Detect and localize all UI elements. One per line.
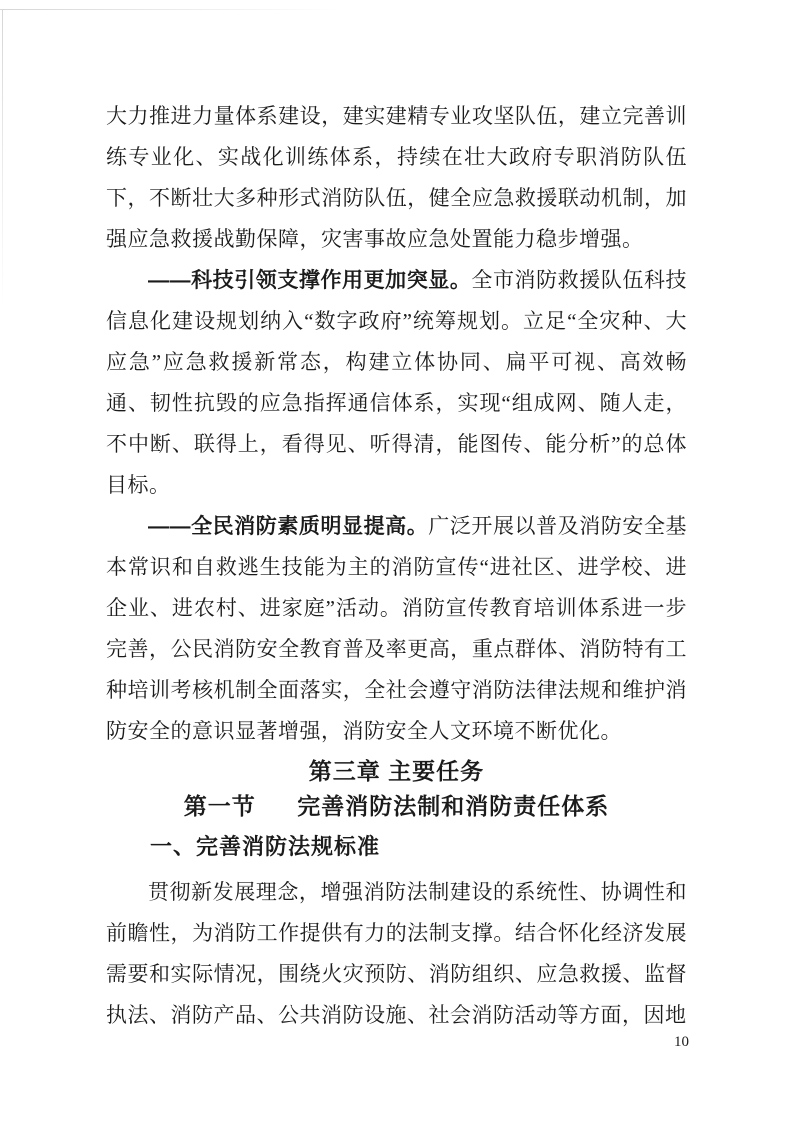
page-number: 10 [674, 1034, 689, 1050]
paragraph-lead-bold: ——全民消防素质明显提高。 [148, 515, 429, 538]
paragraph-public-quality [106, 506, 687, 752]
paragraph-continued: 大力推进力量体系建设，建实建精专业攻坚队伍，建立完善训练专业化、实战化训练体系，持续在壮大政府专职消防队伍下，不断壮大多种形式消防队伍，健全应急救援联动机制，加强应急救援战勤保障，灾害事故应急处置能力稳步增强。 [106, 104, 687, 251]
chapter-heading: 第三章 主要任务 [308, 758, 485, 784]
paragraph-text: 广泛开展以普及消防安全基本常识和自救逃生技能为主的消防宣传“进社区、进学校、进企业、进农村、进家庭”活动。消防宣传教育培训体系进一步完善，公民消防安全教育普及率更高，重点群体、消防特有工种培训考核机制全面落实，全社会遵守消防法律法规和维护消防安全的意识显著增强，消防安全人文环境不断优化。 [106, 514, 688, 743]
section-heading [106, 792, 687, 822]
section-title: 完善消防法制和消防责任体系 [297, 794, 610, 819]
section-number: 第一节 [183, 794, 256, 819]
paragraph-legal-framework: 贯彻新发展理念，增强消防法制建设的系统性、协调性和前瞻性，为消防工作提供有力的法制支撑。结合怀化经济发展需要和实际情况，围绕火灾预防、消防组织、应急救援、监督执法、消防产品、公共消防设施、社会消防活动等方面，因地 [106, 880, 687, 1027]
subsection-heading: 一、完善消防法规标准 [150, 834, 381, 859]
paragraph-lead-bold: ——科技引领支撑作用更加突显。 [148, 269, 472, 292]
paragraph-text: 全市消防救援队伍科技信息化建设规划纳入“数字政府”统筹规划。立足“全灾种、大应急”应急救援新常态，构建立体协同、扁平可视、高效畅通、韧性抗毁的应急指挥通信体系，实现“组成网、随人走，不中断、联得上，看得见、听得清，能图传、能分析”的总体目标。 [106, 268, 688, 497]
paragraph-tech-support [106, 260, 687, 506]
